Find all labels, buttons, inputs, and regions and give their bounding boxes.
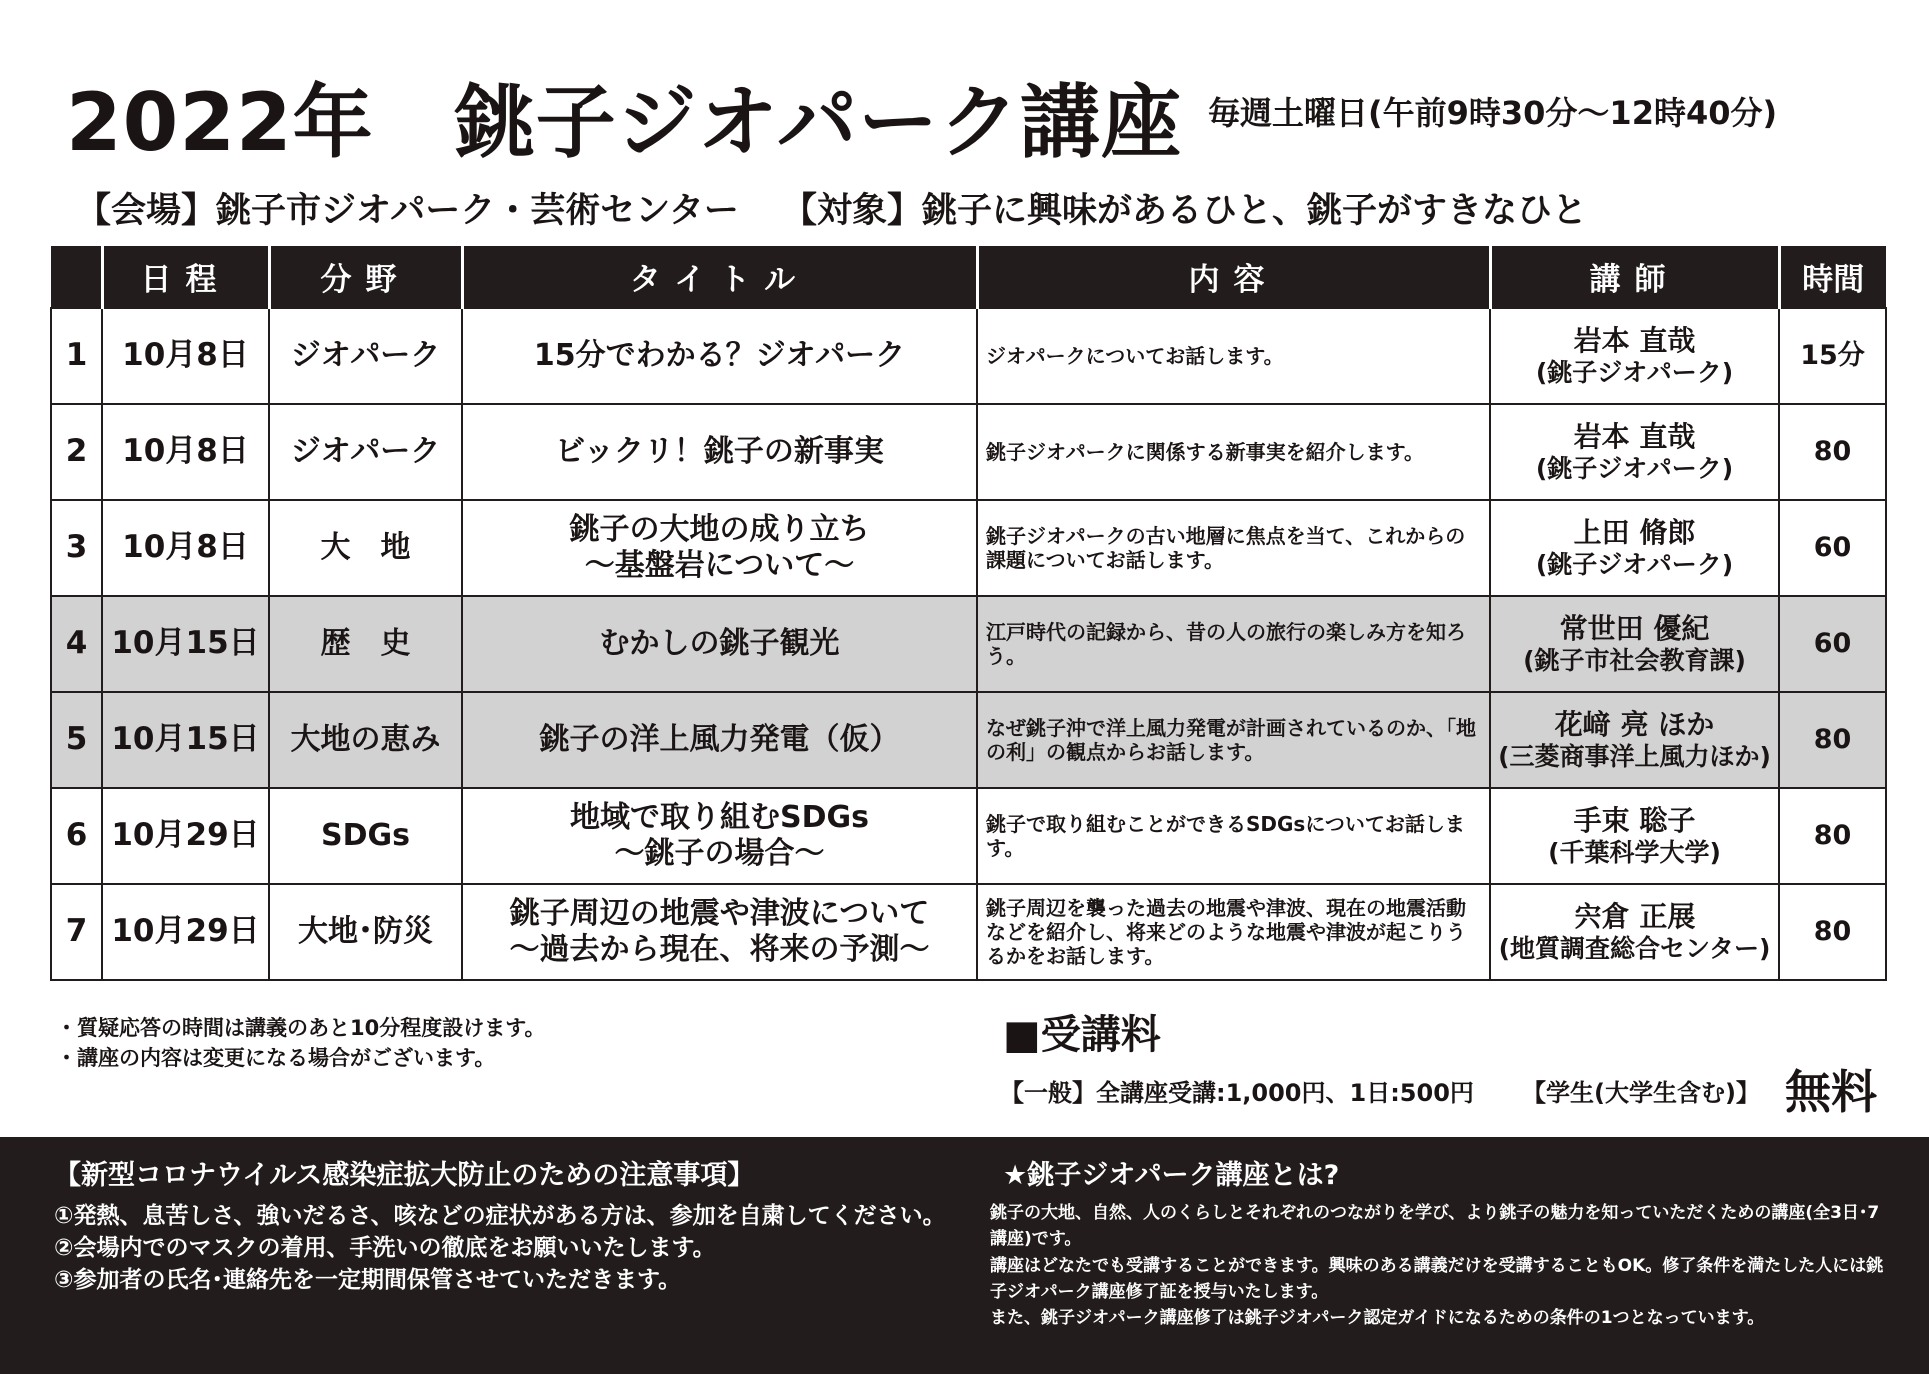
lecturer-name: 岩本 直哉 <box>1573 420 1696 454</box>
table-header-row <box>51 246 1886 308</box>
row-date: 10月29日 <box>102 788 269 884</box>
row-content: 江戸時代の記録から、昔の人の旅行の楽しみ方を知ろう。 <box>977 596 1490 692</box>
row-field: 歴 史 <box>269 596 462 692</box>
row-field: SDGs <box>269 788 462 884</box>
lecturer-affiliation: (銚子市社会教育課) <box>1523 645 1746 675</box>
fee-student: 【学生(大学生含む)】 <box>1522 1079 1760 1107</box>
table-row <box>51 500 1886 596</box>
table-row <box>51 404 1886 500</box>
table-row <box>51 596 1886 692</box>
row-date: 10月8日 <box>102 308 269 404</box>
schedule-info: 毎週土曜日(午前9時30分～12時40分) <box>1208 94 1778 132</box>
header-lecturer: 講師 <box>1490 246 1779 308</box>
row-date: 10月15日 <box>102 596 269 692</box>
notes <box>56 1013 546 1074</box>
covid-heading: 【新型コロナウイルス感染症拡大防止のための注意事項】 <box>54 1160 755 1191</box>
row-number: 6 <box>51 788 102 884</box>
row-lecturer <box>1490 788 1779 884</box>
row-date: 10月8日 <box>102 500 269 596</box>
fee-general: 【一般】全講座受講:1,000円、1日:500円 <box>1000 1079 1474 1107</box>
row-duration: 15分 <box>1779 308 1886 404</box>
row-duration: 60 <box>1779 500 1886 596</box>
row-lecturer <box>1490 884 1779 980</box>
row-number: 7 <box>51 884 102 980</box>
row-title: むかしの銚子観光 <box>462 596 977 692</box>
covid-item: ③参加者の氏名･連絡先を一定期間保管させていただきます。 <box>54 1267 682 1294</box>
row-number: 4 <box>51 596 102 692</box>
lecturer-affiliation: (地質調査総合センター) <box>1498 933 1771 963</box>
lecturer-name: 花﨑 亮 ほか <box>1554 708 1715 742</box>
lecture-table <box>50 246 1887 981</box>
row-duration: 80 <box>1779 404 1886 500</box>
row-field: ジオパーク <box>269 308 462 404</box>
target-audience: 【対象】銚子に興味があるひと、銚子がすきなひと <box>782 191 1588 231</box>
row-lecturer <box>1490 404 1779 500</box>
lecturer-name: 上田 脩郎 <box>1573 516 1696 550</box>
header-duration: 時間 <box>1779 246 1886 308</box>
covid-list <box>54 1200 946 1297</box>
fee-heading: ■受講料 <box>1003 1012 1161 1058</box>
row-content: 銚子周辺を襲った過去の地震や津波、現在の地震活動などを紹介し、将来どのような地震や津波が起こりうるかをお話します。 <box>977 884 1490 980</box>
row-title: 地域で取り組むSDGs ～銚子の場合～ <box>462 788 977 884</box>
row-title: 15分でわかる？ジオパーク <box>462 308 977 404</box>
covid-item: ②会場内でのマスクの着用、手洗いの徹底をお願いいたします。 <box>54 1235 716 1262</box>
about-line: また、銚子ジオパーク講座修了は銚子ジオパーク認定ガイドになるための条件の1つとなっています。 <box>990 1308 1765 1329</box>
row-duration: 80 <box>1779 788 1886 884</box>
row-number: 1 <box>51 308 102 404</box>
row-lecturer <box>1490 500 1779 596</box>
lecturer-affiliation: (銚子ジオパーク) <box>1535 453 1734 483</box>
row-title: 銚子の洋上風力発電（仮） <box>462 692 977 788</box>
fee-student-price: 無料 <box>1785 1065 1877 1119</box>
about-heading: ★銚子ジオパーク講座とは? <box>1003 1160 1340 1191</box>
lecturer-name: 常世田 優紀 <box>1559 612 1710 646</box>
row-field: 大地･防災 <box>269 884 462 980</box>
row-lecturer <box>1490 596 1779 692</box>
covid-item: ①発熱、息苦しさ、強いだるさ、咳などの症状がある方は、参加を自粛してください。 <box>54 1203 946 1229</box>
about-line: 講座はどなたでも受講することができます。興味のある講義だけを受講することもOK。修了条件を満たした人には銚子ジオパーク講座修了証を授与いたします。 <box>990 1255 1884 1303</box>
row-duration: 80 <box>1779 692 1886 788</box>
table-row <box>51 308 1886 404</box>
footer-panel <box>0 1137 1929 1374</box>
row-title: 銚子の大地の成り立ち ～基盤岩について～ <box>462 500 977 596</box>
lecturer-name: 手束 聡子 <box>1573 804 1696 838</box>
table-row <box>51 692 1886 788</box>
row-duration: 60 <box>1779 596 1886 692</box>
row-content: ジオパークについてお話します。 <box>977 308 1490 404</box>
lecturer-affiliation: (銚子ジオパーク) <box>1535 549 1734 579</box>
row-title: 銚子周辺の地震や津波について ～過去から現在、将来の予測～ <box>462 884 977 980</box>
row-date: 10月29日 <box>102 884 269 980</box>
row-number: 2 <box>51 404 102 500</box>
row-field: 大 地 <box>269 500 462 596</box>
about-line: 銚子の大地、自然、人のくらしとそれぞれのつながりを学び、より銚子の魅力を知っていただくための講座(全3日･7講座)です。 <box>990 1203 1880 1250</box>
lecturer-affiliation: (千葉科学大学) <box>1548 837 1721 867</box>
note-item: ・講座の内容は変更になる場合がございます。 <box>56 1046 496 1071</box>
row-field: 大地の恵み <box>269 692 462 788</box>
lecturer-affiliation: (銚子ジオパーク) <box>1535 357 1734 387</box>
row-content: なぜ銚子沖で洋上風力発電が計画されているのか、「地の利」の観点からお話します。 <box>977 692 1490 788</box>
row-field: ジオパーク <box>269 404 462 500</box>
header-content: 内容 <box>977 246 1490 308</box>
row-content: 銚子ジオパークの古い地層に焦点を当て、これからの課題についてお話します。 <box>977 500 1490 596</box>
page-title: 2022年 銚子ジオパーク講座 <box>66 76 1183 169</box>
row-content: 銚子ジオパークに関係する新事実を紹介します。 <box>977 404 1490 500</box>
row-title: ビックリ！銚子の新事実 <box>462 404 977 500</box>
row-duration: 80 <box>1779 884 1886 980</box>
table-row <box>51 884 1886 980</box>
header-title: タイトル <box>462 246 977 308</box>
row-content: 銚子で取り組むことができるSDGsについてお話します。 <box>977 788 1490 884</box>
note-item: ・質疑応答の時間は講義のあと10分程度設けます。 <box>56 1016 546 1040</box>
row-date: 10月8日 <box>102 404 269 500</box>
row-lecturer <box>1490 308 1779 404</box>
lecturer-affiliation: (三菱商事洋上風力ほか) <box>1498 741 1771 771</box>
row-number: 3 <box>51 500 102 596</box>
header-number <box>51 246 102 308</box>
header-field: 分野 <box>269 246 462 308</box>
lecturer-name: 宍倉 正展 <box>1573 900 1696 934</box>
table-row <box>51 788 1886 884</box>
row-number: 5 <box>51 692 102 788</box>
row-date: 10月15日 <box>102 692 269 788</box>
venue-info: 【会場】銚子市ジオパーク・芸術センター <box>76 191 739 231</box>
about-body <box>990 1200 1890 1332</box>
header-date: 日程 <box>102 246 269 308</box>
row-lecturer <box>1490 692 1779 788</box>
lecturer-name: 岩本 直哉 <box>1573 324 1696 358</box>
